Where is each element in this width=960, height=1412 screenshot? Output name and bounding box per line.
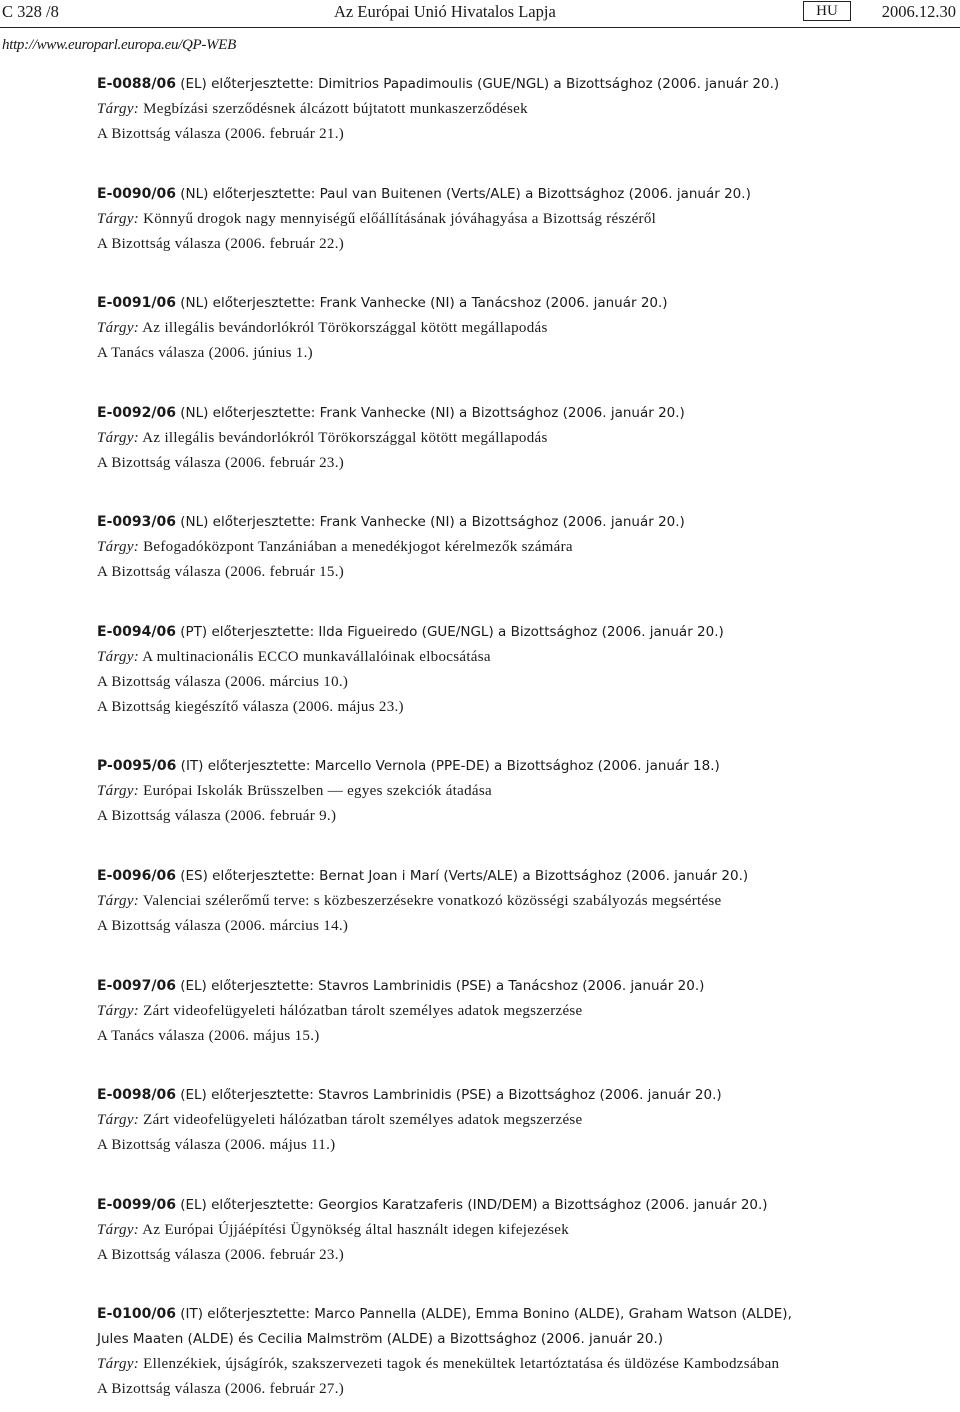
subject-label: Tárgy: <box>97 1002 140 1019</box>
question-submitter: (EL) előterjesztette: Stavros Lambrinidis (PSE) a Bizottsághoz (2006. január 20.) <box>175 1087 722 1104</box>
question-subject <box>97 645 927 670</box>
question-submitter: (IT) előterjesztette: Marco Pannella (ALDE), Emma Bonino (ALDE), Graham Watson (ALDE), <box>175 1306 792 1323</box>
question-header <box>97 1083 927 1108</box>
question-entry <box>97 510 927 620</box>
question-entry <box>97 182 927 292</box>
question-entry <box>97 1302 927 1412</box>
answer-line: A Tanács válasza (2006. június 1.) <box>97 345 313 362</box>
subject-label: Tárgy: <box>97 429 140 446</box>
question-header <box>97 182 927 207</box>
question-code: E-0098/06 <box>97 1087 176 1104</box>
subject-text: Az Európai Újjáépítési Ügynökség által használt idegen kifejezések <box>139 1221 570 1238</box>
subject-text: Befogadóközpont Tanzániában a menedékjogot kérelmezők számára <box>139 539 573 556</box>
question-subject <box>97 999 927 1024</box>
answer-line: A Bizottság válasza (2006. február 27.) <box>97 1381 345 1398</box>
subject-text: Könnyű drogok nagy mennyiségű előállításának jóváhagyása a Bizottság részéről <box>139 210 657 227</box>
answer-line: A Tanács válasza (2006. május 15.) <box>97 1027 320 1044</box>
question-subject <box>97 1352 927 1377</box>
issue-date: 2006.12.30 <box>881 2 956 21</box>
subject-text: Zárt videofelügyeleti hálózatban tárolt személyes adatok megszerzése <box>139 1112 583 1129</box>
page-header <box>0 0 960 26</box>
question-entry <box>97 1193 927 1303</box>
question-header <box>97 401 927 426</box>
submitter-continuation: Jules Maaten (ALDE) és Cecilia Malmström (ALDE) a Bizottsághoz (2006. január 20.) <box>97 1331 664 1348</box>
question-header <box>97 1193 927 1218</box>
question-submitter: (EL) előterjesztette: Dimitrios Papadimoulis (GUE/NGL) a Bizottsághoz (2006. január 20.) <box>175 76 780 92</box>
question-submitter: (NL) előterjesztette: Frank Vanhecke (NI) a Tanácshoz (2006. január 20.) <box>175 295 668 312</box>
subject-label: Tárgy: <box>97 1112 140 1129</box>
page-number: C 328 /8 <box>2 2 59 21</box>
answer-line: A Bizottság válasza (2006. február 9.) <box>97 808 337 825</box>
header-divider <box>0 27 960 28</box>
answer-line: A Bizottság válasza (2006. február 21.) <box>97 126 345 142</box>
question-code: E-0092/06 <box>97 404 176 421</box>
subject-text: Valenciai szélerőmű terve: s közbeszerzésekre vonatkozó közösségi szabályozás megsértése <box>139 893 722 910</box>
subject-text: Az illegális bevándorlókról Törökországgal kötött megállapodás <box>139 320 548 337</box>
subject-label: Tárgy: <box>97 210 140 227</box>
question-submitter: (NL) előterjesztette: Frank Vanhecke (NI) a Bizottsághoz (2006. január 20.) <box>175 404 685 421</box>
subject-label: Tárgy: <box>97 648 140 665</box>
question-code: E-0096/06 <box>97 868 176 885</box>
question-header <box>97 754 927 779</box>
answer-line: A Bizottság válasza (2006. március 10.) <box>97 673 349 690</box>
question-header <box>97 291 927 316</box>
question-code: E-0093/06 <box>97 514 176 531</box>
question-submitter: (EL) előterjesztette: Georgios Karatzaferis (IND/DEM) a Bizottsághoz (2006. január 20.) <box>175 1196 768 1213</box>
answer-line: A Bizottság válasza (2006. február 23.) <box>97 454 345 471</box>
subject-label: Tárgy: <box>97 320 140 337</box>
answer-line: A Bizottság válasza (2006. május 11.) <box>97 1137 336 1154</box>
question-header <box>97 620 927 645</box>
subject-label: Tárgy: <box>97 783 140 800</box>
subject-label: Tárgy: <box>97 1356 140 1373</box>
answer-line: A Bizottság válasza (2006. február 15.) <box>97 564 345 581</box>
journal-title: Az Európai Unió Hivatalos Lapja <box>334 2 556 21</box>
question-header <box>97 1302 927 1327</box>
question-list <box>97 72 927 1412</box>
subject-label: Tárgy: <box>97 1221 140 1238</box>
question-entry <box>97 864 927 974</box>
question-entry <box>97 72 927 182</box>
question-subject <box>97 1218 927 1243</box>
question-subject <box>97 889 927 914</box>
subject-text: Az illegális bevándorlókról Törökországgal kötött megállapodás <box>139 429 548 446</box>
answer-line: A Bizottság válasza (2006. február 23.) <box>97 1246 345 1263</box>
question-subject <box>97 207 927 232</box>
question-subject <box>97 1108 927 1133</box>
question-header <box>97 974 927 999</box>
question-header <box>97 72 927 97</box>
question-submitter: (IT) előterjesztette: Marcello Vernola (PPE-DE) a Bizottsághoz (2006. január 18.) <box>176 758 720 775</box>
question-submitter: (NL) előterjesztette: Paul van Buitenen (Verts/ALE) a Bizottsághoz (2006. január 20.) <box>175 185 751 202</box>
subject-text: Ellenzékiek, újságírók, szakszervezeti tagok és menekültek letartóztatása és üldözése Kambodzsában <box>139 1356 780 1373</box>
question-code: E-0094/06 <box>97 623 176 640</box>
subject-label: Tárgy: <box>97 539 140 556</box>
question-entry <box>97 620 927 755</box>
question-header <box>97 864 927 889</box>
question-header <box>97 510 927 535</box>
question-entry <box>97 401 927 511</box>
question-submitter: (ES) előterjesztette: Bernat Joan i Marí (Verts/ALE) a Bizottsághoz (2006. január 20.) <box>175 868 749 885</box>
subject-label: Tárgy: <box>97 893 140 910</box>
question-subject <box>97 97 927 122</box>
question-submitter: (NL) előterjesztette: Frank Vanhecke (NI) a Bizottsághoz (2006. január 20.) <box>175 514 685 531</box>
question-code: E-0090/06 <box>97 185 176 202</box>
answer-line: A Bizottság válasza (2006. február 22.) <box>97 235 345 252</box>
question-code: E-0099/06 <box>97 1196 176 1213</box>
question-code: E-0100/06 <box>97 1306 176 1323</box>
supplementary-answer-line: A Bizottság kiegészítő válasza (2006. május 23.) <box>97 698 404 715</box>
subject-text: Európai Iskolák Brüsszelben — egyes szekciók átadása <box>139 783 492 800</box>
question-entry <box>97 1083 927 1193</box>
source-url[interactable]: http://www.europarl.europa.eu/QP-WEB <box>2 37 237 53</box>
subject-text: Zárt videofelügyeleti hálózatban tárolt személyes adatok megszerzése <box>139 1002 583 1019</box>
language-badge: HU <box>803 1 851 21</box>
question-entry <box>97 754 927 864</box>
question-subject <box>97 426 927 451</box>
answer-line: A Bizottság válasza (2006. március 14.) <box>97 918 349 935</box>
question-code: E-0088/06 <box>97 76 176 92</box>
question-entry <box>97 291 927 401</box>
subject-text: Megbízási szerződésnek álcázott bújtatott munkaszerződések <box>139 101 528 117</box>
question-code: E-0091/06 <box>97 295 176 312</box>
question-subject <box>97 316 927 341</box>
question-submitter-continued <box>97 1327 927 1352</box>
question-code: P-0095/06 <box>97 758 177 775</box>
question-submitter: (EL) előterjesztette: Stavros Lambrinidis (PSE) a Tanácshoz (2006. január 20.) <box>175 977 705 994</box>
question-subject <box>97 535 927 560</box>
subject-text: A multinacionális ECCO munkavállalóinak elbocsátása <box>139 648 491 665</box>
question-subject <box>97 779 927 804</box>
question-code: E-0097/06 <box>97 977 176 994</box>
question-entry <box>97 974 927 1084</box>
question-submitter: (PT) előterjesztette: Ilda Figueiredo (GUE/NGL) a Bizottsághoz (2006. január 20.) <box>175 623 724 640</box>
subject-label: Tárgy: <box>97 101 140 117</box>
